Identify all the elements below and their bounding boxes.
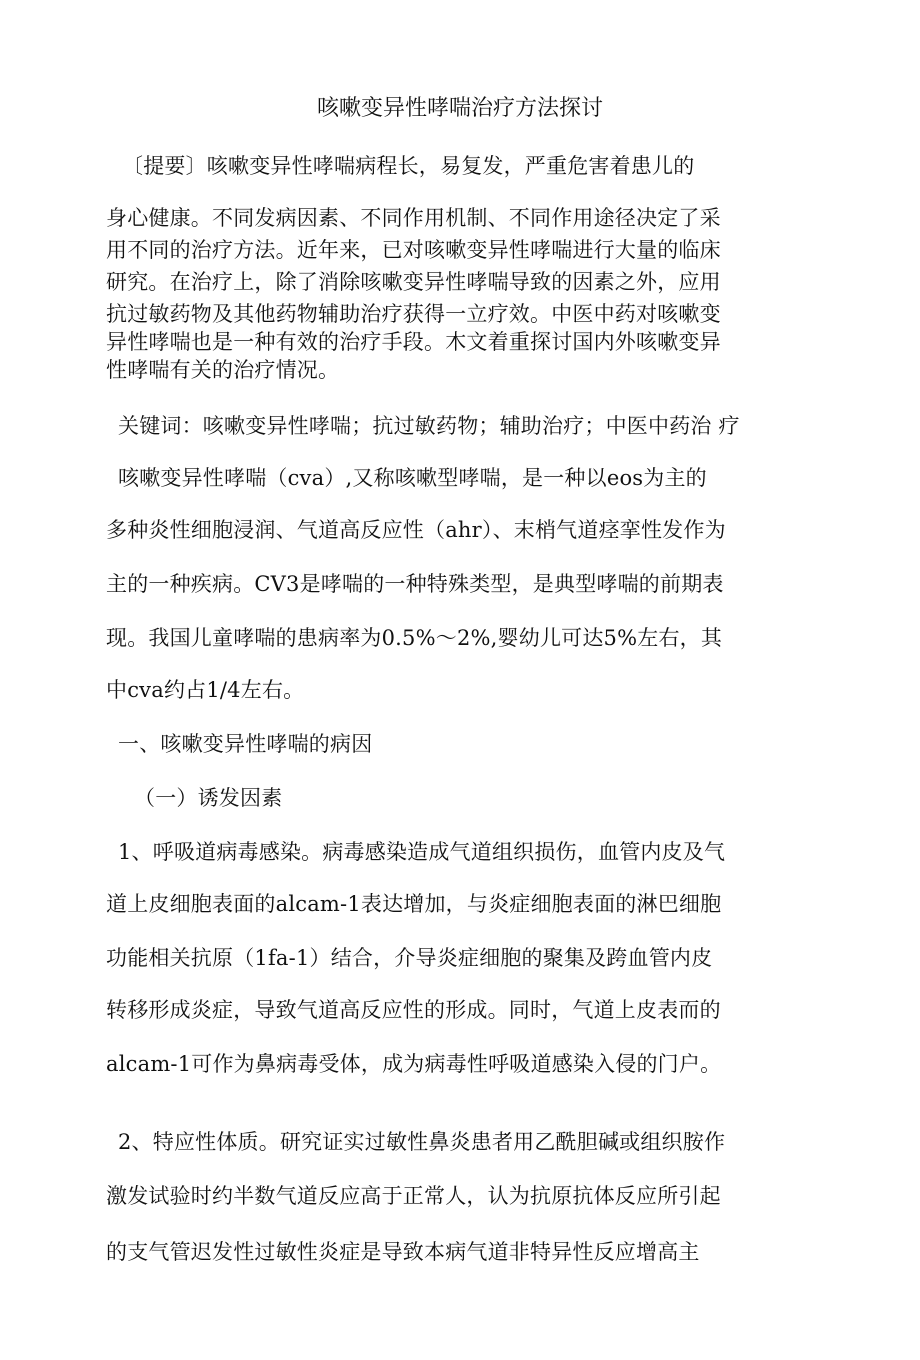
abstract-line: 用不同的治疗方法。近年来，已对咳嗽变异性哮喘进行大量的临床 [106, 238, 721, 262]
abstract-line: 抗过敏药物及其他药物辅助治疗获得一立疗效。中医中药对咳嗽变 [106, 302, 721, 326]
item2-line: 的支气管迟发性过敏性炎症是导致本病气道非特异性反应增高主 [106, 1240, 700, 1264]
abstract-line: 性哮喘有关的治疗情况。 [106, 358, 340, 382]
subsection-heading: （一）诱发因素 [134, 786, 283, 810]
item1-line: 1、呼吸道病毒感染。病毒感染造成气道组织损伤，血管内皮及气 [118, 840, 726, 864]
item1-line: 功能相关抗原（1fa-1）结合，介导炎症细胞的聚集及跨血管内皮 [106, 946, 713, 970]
document-title: 咳嗽变异性哮喘治疗方法探讨 [316, 96, 603, 121]
item1-line: 转移形成炎症，导致气道高反应性的形成。同时，气道上皮表而的 [106, 998, 721, 1022]
intro-line: 现。我国儿童哮喘的患病率为0.5%～2%,婴幼儿可达5%左右，其 [106, 626, 723, 650]
intro-line: 中cva约占1/4左右。 [106, 678, 305, 702]
section-heading: 一、咳嗽变异性哮喘的病因 [118, 732, 373, 756]
abstract-line: 〔提要〕咳嗽变异性哮喘病程长，易复发，严重危害着患儿的 [122, 154, 695, 178]
item2-line: 2、特应性体质。研究证实过敏性鼻炎患者用乙酰胆碱或组织胺作 [118, 1130, 726, 1154]
item2-line: 激发试验时约半数气道反应高于正常人，认为抗原抗体反应所引起 [106, 1184, 721, 1208]
intro-line: 主的一种疾病。CV3是哮喘的一种特殊类型，是典型哮喘的前期表 [106, 572, 724, 596]
abstract-line: 研究。在治疗上，除了消除咳嗽变异性哮喘导致的因素之外，应用 [106, 270, 721, 294]
intro-line: 多种炎性细胞浸润、气道高反应性（ahr）、末梢气道痉挛性发作为 [106, 518, 726, 542]
abstract-line: 异性哮喘也是一种有效的治疗手段。木文着重探讨国内外咳嗽变异 [106, 330, 721, 354]
intro-line: 咳嗽变异性哮喘（cva）,又称咳嗽型哮喘，是一种以eos为主的 [118, 466, 707, 490]
abstract-line: 身心健康。不同发病因素、不同作用机制、不同作用途径决定了采 [106, 206, 721, 230]
item1-line: 道上皮细胞表面的alcam-1表达增加，与炎症细胞表面的淋巴细胞 [106, 892, 722, 916]
item1-line: alcam-1可作为鼻病毒受体，成为病毒性呼吸道感染入侵的门户。 [106, 1052, 722, 1076]
keywords-line: 关键词：咳嗽变异性哮喘；抗过敏药物；辅助治疗；中医中药治 疗 [118, 414, 740, 438]
